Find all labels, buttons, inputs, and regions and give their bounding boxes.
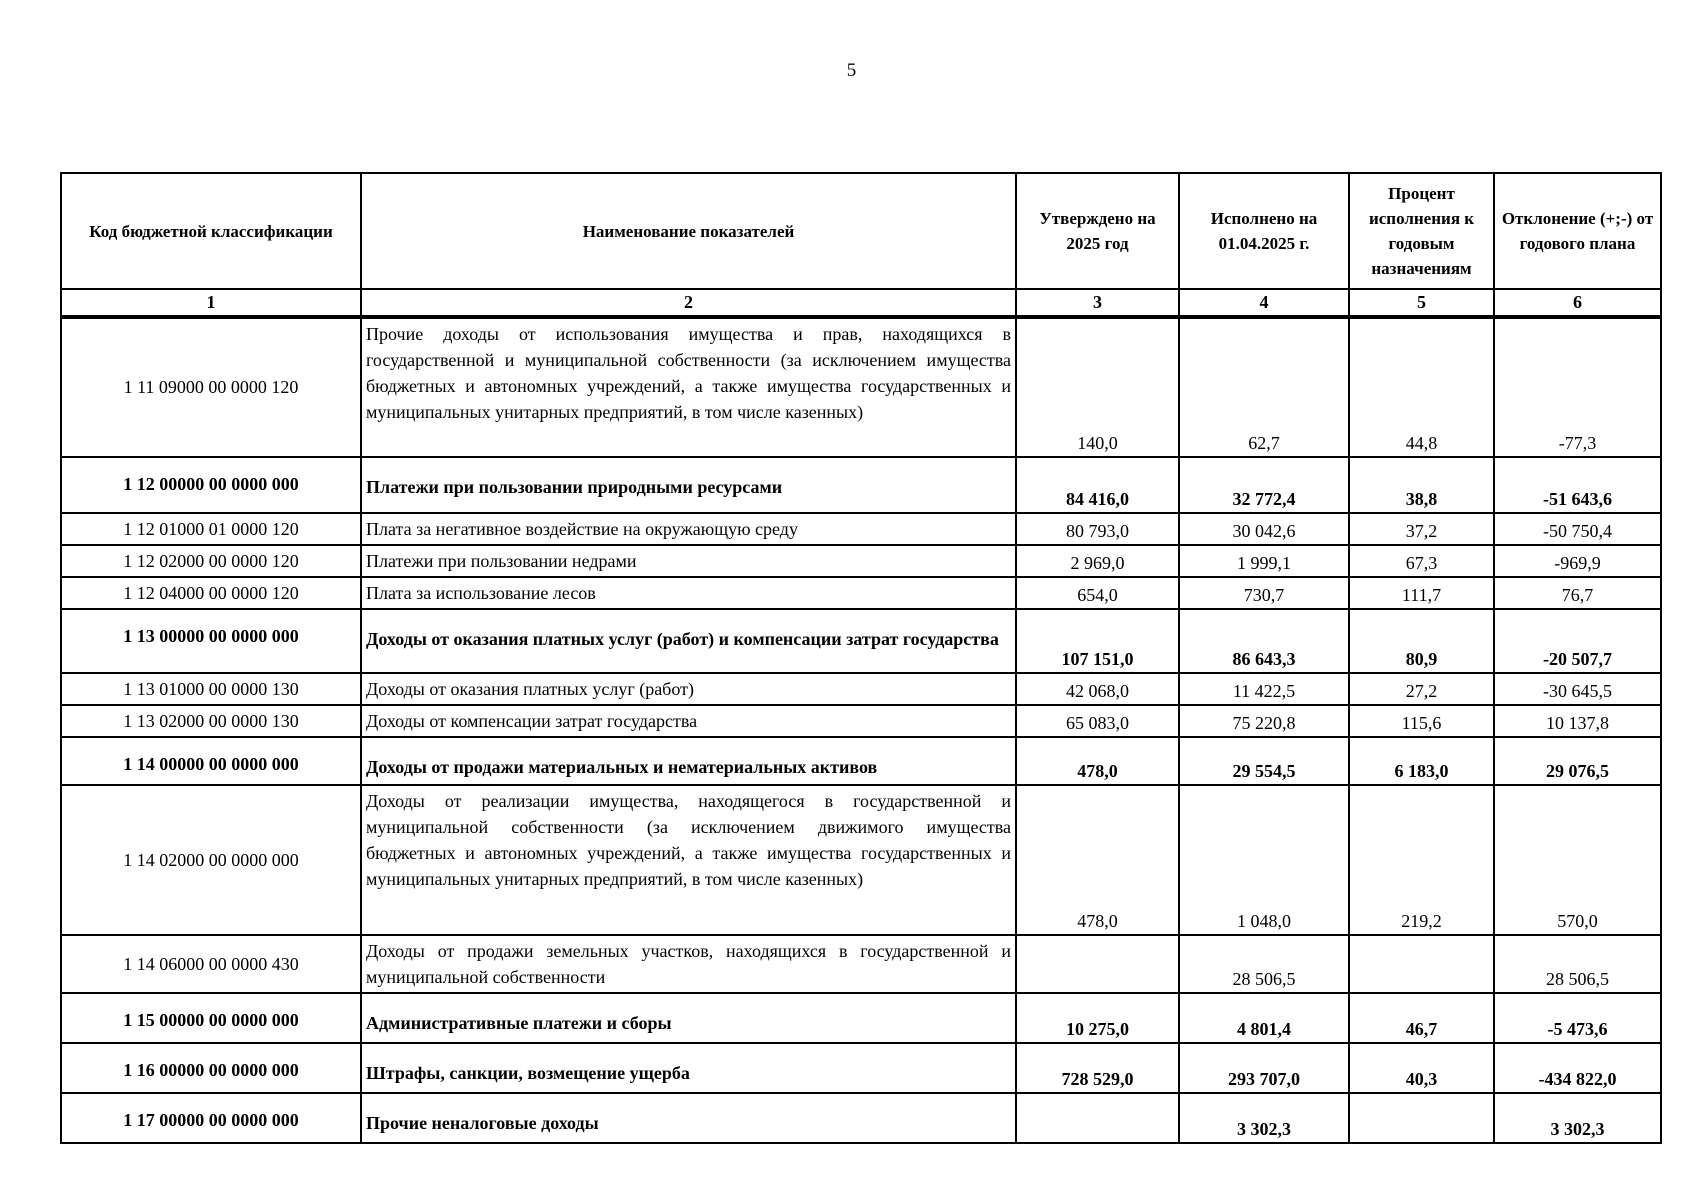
row-approved: 2 969,0 (1016, 545, 1179, 577)
row-percent: 44,8 (1349, 317, 1494, 457)
row-deviation: 570,0 (1494, 785, 1661, 935)
row-code: 1 12 00000 00 0000 000 (61, 457, 361, 513)
row-code: 1 14 02000 00 0000 000 (61, 785, 361, 935)
table-row (61, 513, 1661, 545)
header-executed: Исполнено на 01.04.2025 г. (1179, 173, 1349, 289)
row-approved: 478,0 (1016, 737, 1179, 785)
row-deviation: -30 645,5 (1494, 673, 1661, 705)
row-name: Платежи при пользовании недрами (361, 545, 1016, 577)
row-executed: 29 554,5 (1179, 737, 1349, 785)
budget-table (60, 172, 1662, 1144)
row-code: 1 14 00000 00 0000 000 (61, 737, 361, 785)
row-approved: 728 529,0 (1016, 1043, 1179, 1093)
row-code: 1 13 01000 00 0000 130 (61, 673, 361, 705)
table-row (61, 1043, 1661, 1093)
row-percent: 37,2 (1349, 513, 1494, 545)
row-name: Платежи при пользовании природными ресурсами (361, 457, 1016, 513)
row-code: 1 15 00000 00 0000 000 (61, 993, 361, 1043)
row-code: 1 11 09000 00 0000 120 (61, 317, 361, 457)
row-deviation: -77,3 (1494, 317, 1661, 457)
header-approved: Утверждено на 2025 год (1016, 173, 1179, 289)
row-deviation: 76,7 (1494, 577, 1661, 609)
row-executed: 293 707,0 (1179, 1043, 1349, 1093)
row-percent: 46,7 (1349, 993, 1494, 1043)
table-row (61, 705, 1661, 737)
row-deviation: 10 137,8 (1494, 705, 1661, 737)
column-number: 2 (361, 289, 1016, 317)
row-approved: 80 793,0 (1016, 513, 1179, 545)
row-name: Доходы от оказания платных услуг (работ) и компенсации затрат государства (361, 609, 1016, 673)
row-percent: 40,3 (1349, 1043, 1494, 1093)
table-row (61, 577, 1661, 609)
table-row (61, 993, 1661, 1043)
row-approved: 84 416,0 (1016, 457, 1179, 513)
column-number: 6 (1494, 289, 1661, 317)
row-deviation: -20 507,7 (1494, 609, 1661, 673)
row-percent: 6 183,0 (1349, 737, 1494, 785)
column-number-row (61, 289, 1661, 317)
row-name: Доходы от компенсации затрат государства (361, 705, 1016, 737)
row-name: Прочие доходы от использования имущества и прав, находящихся в государственной и муниципальной собственности (за исключением имущества бюджетных и автономных учреждений, а также имущества государственных и муниципальных унитарных предприятий, в том числе казенных) (361, 317, 1016, 457)
row-deviation: 28 506,5 (1494, 935, 1661, 993)
table-row (61, 935, 1661, 993)
row-code: 1 13 02000 00 0000 130 (61, 705, 361, 737)
row-executed: 62,7 (1179, 317, 1349, 457)
table-row (61, 457, 1661, 513)
row-executed: 1 048,0 (1179, 785, 1349, 935)
column-number: 1 (61, 289, 361, 317)
row-executed: 1 999,1 (1179, 545, 1349, 577)
row-executed: 30 042,6 (1179, 513, 1349, 545)
row-percent: 38,8 (1349, 457, 1494, 513)
row-percent (1349, 935, 1494, 993)
row-code: 1 17 00000 00 0000 000 (61, 1093, 361, 1143)
row-percent (1349, 1093, 1494, 1143)
row-deviation: -5 473,6 (1494, 993, 1661, 1043)
row-percent: 80,9 (1349, 609, 1494, 673)
row-name: Плата за использование лесов (361, 577, 1016, 609)
header-row (61, 173, 1661, 289)
row-percent: 27,2 (1349, 673, 1494, 705)
row-percent: 111,7 (1349, 577, 1494, 609)
row-code: 1 14 06000 00 0000 430 (61, 935, 361, 993)
row-percent: 219,2 (1349, 785, 1494, 935)
table-row (61, 785, 1661, 935)
row-approved (1016, 935, 1179, 993)
column-number: 5 (1349, 289, 1494, 317)
row-executed: 32 772,4 (1179, 457, 1349, 513)
row-approved: 10 275,0 (1016, 993, 1179, 1043)
table-row (61, 673, 1661, 705)
header-code: Код бюджетной классификации (61, 173, 361, 289)
row-executed: 75 220,8 (1179, 705, 1349, 737)
row-name: Плата за негативное воздействие на окружающую среду (361, 513, 1016, 545)
row-code: 1 12 04000 00 0000 120 (61, 577, 361, 609)
row-name: Штрафы, санкции, возмещение ущерба (361, 1043, 1016, 1093)
row-deviation: -434 822,0 (1494, 1043, 1661, 1093)
row-approved: 654,0 (1016, 577, 1179, 609)
column-number: 3 (1016, 289, 1179, 317)
table-row (61, 545, 1661, 577)
header-name: Наименование показателей (361, 173, 1016, 289)
row-deviation: 29 076,5 (1494, 737, 1661, 785)
table-row (61, 1093, 1661, 1143)
row-approved: 478,0 (1016, 785, 1179, 935)
row-name: Административные платежи и сборы (361, 993, 1016, 1043)
row-name: Доходы от продажи земельных участков, находящихся в государственной и муниципальной собственности (361, 935, 1016, 993)
page-number: 5 (846, 60, 857, 81)
row-executed: 28 506,5 (1179, 935, 1349, 993)
column-number: 4 (1179, 289, 1349, 317)
row-name: Прочие неналоговые доходы (361, 1093, 1016, 1143)
row-name: Доходы от продажи материальных и нематериальных активов (361, 737, 1016, 785)
row-approved: 140,0 (1016, 317, 1179, 457)
row-approved: 107 151,0 (1016, 609, 1179, 673)
table-row (61, 609, 1661, 673)
table-row (61, 737, 1661, 785)
row-deviation: -969,9 (1494, 545, 1661, 577)
row-deviation: 3 302,3 (1494, 1093, 1661, 1143)
row-code: 1 13 00000 00 0000 000 (61, 609, 361, 673)
row-executed: 3 302,3 (1179, 1093, 1349, 1143)
row-executed: 86 643,3 (1179, 609, 1349, 673)
row-percent: 115,6 (1349, 705, 1494, 737)
row-name: Доходы от оказания платных услуг (работ) (361, 673, 1016, 705)
row-deviation: -51 643,6 (1494, 457, 1661, 513)
row-approved (1016, 1093, 1179, 1143)
row-executed: 4 801,4 (1179, 993, 1349, 1043)
header-deviation: Отклонение (+;-) от годового плана (1494, 173, 1661, 289)
row-code: 1 12 02000 00 0000 120 (61, 545, 361, 577)
row-code: 1 16 00000 00 0000 000 (61, 1043, 361, 1093)
row-executed: 11 422,5 (1179, 673, 1349, 705)
row-approved: 42 068,0 (1016, 673, 1179, 705)
row-deviation: -50 750,4 (1494, 513, 1661, 545)
row-name: Доходы от реализации имущества, находящегося в государственной и муниципальной собственности (за исключением движимого имущества бюджетных и автономных учреждений, а также имущества государственных и муниципальных унитарных предприятий, в том числе казенных) (361, 785, 1016, 935)
row-approved: 65 083,0 (1016, 705, 1179, 737)
row-code: 1 12 01000 01 0000 120 (61, 513, 361, 545)
row-percent: 67,3 (1349, 545, 1494, 577)
table-row (61, 317, 1661, 457)
row-executed: 730,7 (1179, 577, 1349, 609)
header-percent: Процент исполнения к годовым назначениям (1349, 173, 1494, 289)
